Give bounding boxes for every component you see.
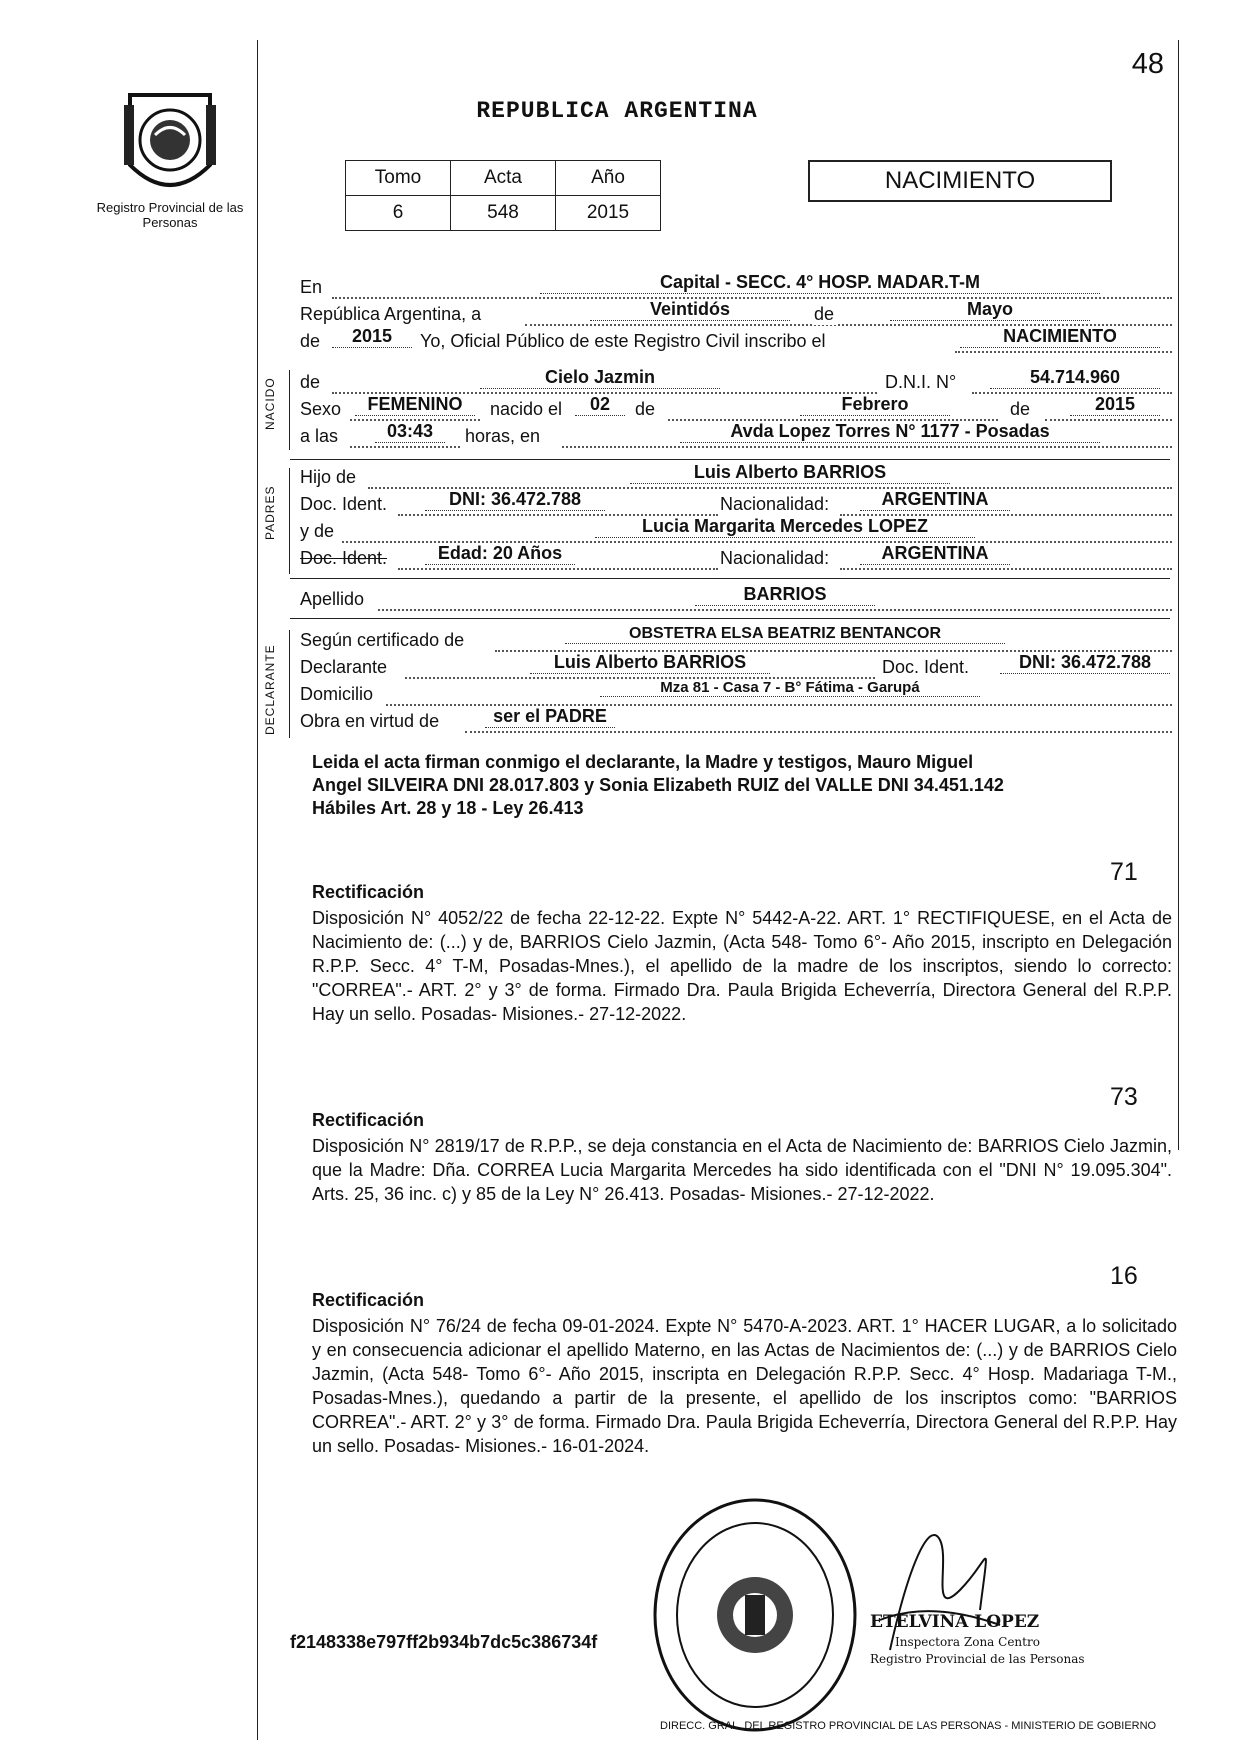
dots — [398, 568, 718, 570]
note-text: Disposición N° 76/24 de fecha 09-01-2024. Expte N° 5470-A-2023. ART. 1° HACER LUGAR, a lo solicitado y en consecuencia adicionar el apellido Materno, en las Actas de Nacimientos de: (...) y de BARRIOS Cielo Jazmin, (Acta 548- Tomo 6°- Año 2015, inscripta en Delegación R.P.P. Secc. 4° Hosp. Madariaga T-M., Posadas-Mnes.), quedando a partir de la presente, el apellido de los inscriptos como: "BARRIOS CORREA".- ART. 2° y 3° de forma. Firmado Dra. Paula Brigida Echeverría, Directora General del R.P.P. Hay un sello. Posadas- Misiones.- 16-01-2024. — [312, 1316, 1177, 1456]
tomo-header: Tomo — [346, 161, 451, 196]
side-label-nacido: NACIDO — [263, 377, 277, 430]
note-title: Rectificación — [312, 1110, 425, 1130]
anio-value: 2015 — [556, 196, 661, 231]
yde-label: y de — [300, 521, 335, 541]
madre-doc-value: Edad: 20 Años — [425, 543, 575, 565]
book-reference-table — [345, 160, 661, 231]
doc-label: Doc. Ident. — [300, 494, 388, 514]
separator-line — [290, 459, 1170, 460]
dots — [840, 568, 1172, 570]
madre-value: Lucia Margarita Mercedes LOPEZ — [595, 516, 975, 538]
dni-value: 54.714.960 — [990, 367, 1160, 389]
certificado-value: OBSTETRA ELSA BEATRIZ BENTANCOR — [565, 625, 1005, 644]
sexo-value: FEMENINO — [355, 394, 475, 416]
acto-value: NACIMIENTO — [960, 326, 1160, 348]
closing-line-3: Hábiles Art. 28 y 18 - Ley 26.413 — [312, 798, 584, 818]
acta-header: Acta — [451, 161, 556, 196]
note-title: Rectificación — [312, 1290, 425, 1310]
dots — [465, 731, 1172, 733]
apellido-label: Apellido — [300, 589, 365, 609]
en-value: Capital - SECC. 4° HOSP. MADAR.T-M — [540, 272, 1100, 294]
closing-line-1: Leida el acta firman conmigo el declarante, la Madre y testigos, Mauro Miguel — [312, 752, 974, 772]
document-hash: f2148338e797ff2b934b7dc5c386734f — [290, 1632, 598, 1652]
segun-label: Según certificado de — [300, 630, 465, 650]
note-text: Disposición N° 4052/22 de fecha 22-12-22. Expte N° 5442-A-22. ART. 1° RECTIFIQUESE, en el Acta de Nacimiento de: (...) y de, BARRIOS Cielo Jazmin, (Acta 548- Tomo 6°- Año 2015, inscripto en Delegación R.P.P. Secc. 4° T-M, Posadas-Mnes.), el apellido de la madre de los inscriptos, siendo lo correcto: "CORREA".- ART. 2° y 3° de forma. Firmado Dra. Paula Brigida Echeverría, Directora General del R.P.P. Hay un sello. Posadas- Misiones.- 27-12-2022. — [312, 908, 1172, 1024]
mes-value: Mayo — [890, 299, 1090, 321]
closing-line-2: Angel SILVEIRA DNI 28.017.803 y Sonia Elizabeth RUIZ del VALLE DNI 34.451.142 — [312, 775, 1004, 795]
signature-office: Registro Provincial de las Personas — [870, 1652, 1085, 1666]
margin-line — [257, 40, 258, 1740]
horas-label: horas, en — [465, 426, 541, 446]
anio-acto-value: 2015 — [332, 326, 412, 348]
note-title: Rectificación — [312, 882, 425, 902]
de4-label: de — [635, 399, 656, 419]
anio-header: Año — [556, 161, 661, 196]
note-text: Disposición N° 2819/17 de R.P.P., se deja constancia en el Acta de Nacimiento de: BARRIOS Cielo Jazmin, que la Madre: Dña. CORREA Lucia Margarita Mercedes ha sido identificada con el "DNI N° 19.095.304". Arts. 25, 36 inc. c) y 85 de la Ley N° 26.413. Posadas- Misiones.- 27-12-2022. — [312, 1136, 1172, 1204]
dia-value: Veintidós — [590, 299, 790, 321]
signature-role: Inspectora Zona Centro — [895, 1635, 1040, 1649]
nac2-label: Nacionalidad: — [720, 548, 830, 568]
registry-caption: Registro Provincial de las Personas — [96, 200, 244, 230]
sexo-label: Sexo — [300, 399, 342, 419]
bracket-line — [289, 630, 290, 738]
de-label: de — [814, 304, 835, 324]
declarante-doc-value: DNI: 36.472.788 — [1000, 652, 1170, 674]
dots — [955, 351, 1172, 353]
row-hora — [300, 421, 1160, 452]
bracket-line — [289, 370, 290, 450]
republica-label: República Argentina, a — [300, 304, 482, 324]
dots — [350, 446, 460, 448]
note-number: 71 — [1110, 858, 1138, 886]
hora-value: 03:43 — [375, 421, 445, 443]
padre-doc-value: DNI: 36.472.788 — [425, 489, 605, 511]
obra-value: ser el PADRE — [485, 706, 615, 728]
declarante-value: Luis Alberto BARRIOS — [530, 652, 770, 674]
nacido-label: nacido el — [490, 399, 563, 419]
de2-label: de — [300, 331, 321, 351]
side-label-declarante: DECLARANTE — [263, 644, 277, 735]
nac-label: Nacionalidad: — [720, 494, 830, 514]
stamp-text: DIRECC. GRAL. DEL REGISTRO PROVINCIAL DE LAS PERSONAS - MINISTERIO DE GOBIERNO — [660, 1720, 1157, 1732]
de5-label: de — [1010, 399, 1031, 419]
bracket-line — [289, 468, 290, 574]
acta-value: 548 — [451, 196, 556, 231]
domicilio-value: Mza 81 - Casa 7 - B° Fátima - Garupá — [600, 679, 980, 697]
declarante-label: Declarante — [300, 657, 388, 677]
de3-label: de — [300, 372, 321, 392]
right-margin-line — [1178, 40, 1179, 1150]
row-madre-doc — [300, 543, 1160, 574]
nombre-value: Cielo Jazmin — [480, 367, 720, 389]
separator-line — [290, 618, 1170, 619]
separator-line — [290, 578, 1170, 579]
las-label: a las — [300, 426, 339, 446]
note-number: 16 — [1110, 1262, 1138, 1290]
dots — [562, 446, 1172, 448]
dni-label: D.N.I. N° — [885, 372, 957, 392]
madre-nac-value: ARGENTINA — [860, 543, 1010, 565]
nac-mes-value: Febrero — [800, 394, 950, 416]
nac-anio-value: 2015 — [1070, 394, 1160, 416]
side-label-padres: PADRES — [263, 485, 277, 540]
apellido-value: BARRIOS — [695, 584, 875, 606]
row-apellido — [300, 584, 1160, 615]
padre-value: Luis Alberto BARRIOS — [630, 462, 950, 484]
en-label: En — [300, 277, 323, 297]
nac-dia-value: 02 — [575, 394, 625, 416]
signature-name: ETELVINA LOPEZ — [870, 1612, 1040, 1632]
record-type-box: NACIMIENTO — [808, 160, 1112, 202]
tomo-value: 6 — [346, 196, 451, 231]
row-domicilio — [300, 679, 1160, 710]
note-number: 73 — [1110, 1083, 1138, 1111]
dots — [378, 609, 1172, 611]
doc2-label: Doc. Ident. — [300, 548, 388, 568]
doc3-label: Doc. Ident. — [882, 657, 970, 677]
oficial-text: Yo, Oficial Público de este Registro Civil inscribo el — [420, 331, 826, 351]
padre-nac-value: ARGENTINA — [860, 489, 1010, 511]
lugar-value: Avda Lopez Torres N° 1177 - Posadas — [680, 421, 1100, 443]
document-title: REPUBLICA ARGENTINA — [476, 98, 758, 124]
domicilio-label: Domicilio — [300, 684, 374, 704]
row-obra — [300, 706, 1160, 737]
row-oficial — [300, 326, 1160, 357]
obra-label: Obra en virtud de — [300, 711, 440, 731]
hijo-label: Hijo de — [300, 467, 357, 487]
page-number: 48 — [1131, 48, 1164, 80]
